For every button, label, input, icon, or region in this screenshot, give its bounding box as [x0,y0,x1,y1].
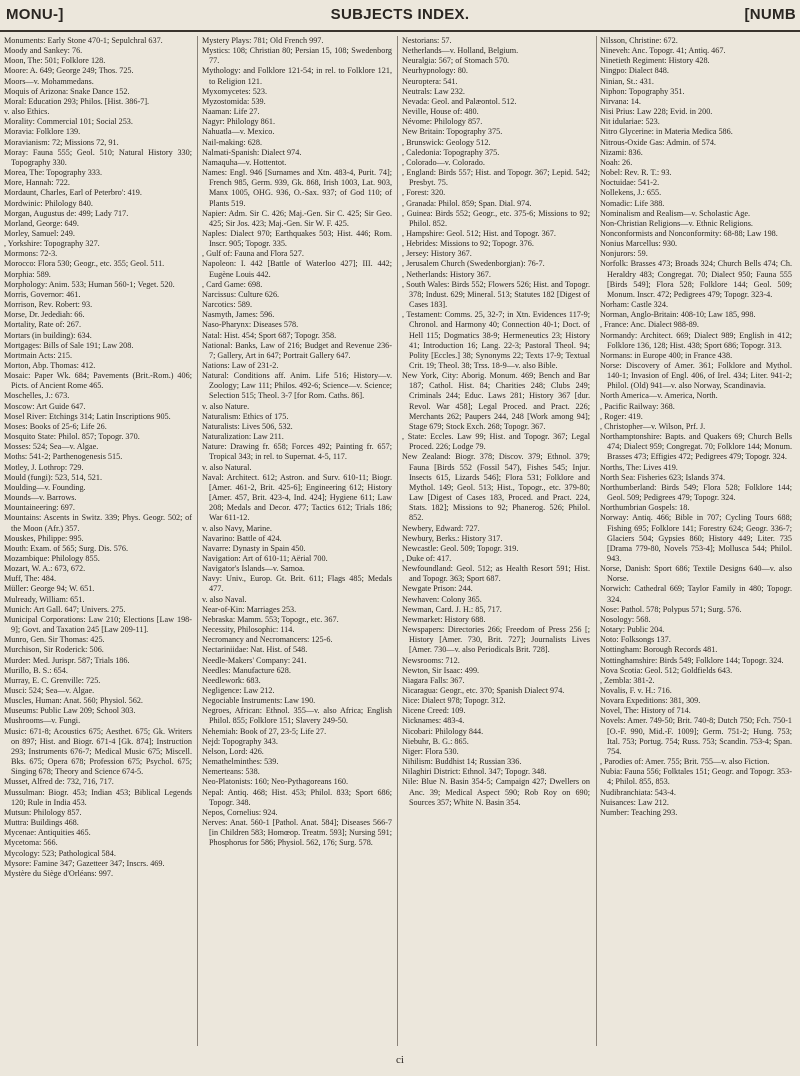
index-entry: Norwich: Cathedral 669; Taylor Family in 480; Topogr. 324. [600,584,792,604]
index-entry: Nit idulariae: 523. [600,117,660,127]
index-entry: Nemathelminthes: 539. [202,757,279,767]
index-entry: Natural: Conditions aff. Anim. Life 516; History—v. Zoology; Law 111; Philos. 492-6; Science—v. Science; Selection 515; Theol. 3-7 [for Rom. Caths. 86]. [202,371,392,401]
index-entry: Needle-Makers' Company: 241. [202,655,307,665]
index-entry: New Britain: Topography 375. [402,127,503,137]
index-entry: Necromancy and Necromancers: 125-6. [202,635,333,645]
column-divider [197,36,198,1046]
index-entry: Non-Christian Religions—v. Ethnic Religions. [600,218,753,228]
index-entry: , England: Birds 557; Hist. and Topogr. 367; Lepid. 542; Presbyt. 75. [402,168,590,188]
index-entry: Niebuhr, B. G.: 865. [402,736,469,746]
column-divider [596,36,597,1046]
index-entry: , South Wales: Birds 552; Flowers 526; Hist. and Topogr. 378; Indust. 629; Mineral. 513; Statutes 182 [Digest of Cases 183]. [402,279,590,310]
index-entry: Mountains: Ascents in Switz. 339; Phys. Geogr. 502; of the Moon (Afr.) 357. [4,513,192,533]
index-entry: Neo-Platonists: 160; Neo-Pythagoreans 160. [202,777,348,787]
index-entry: Nobel: Rev. R. T.: 93. [600,168,672,178]
index-entry: , Yorkshire: Topography 327. [4,239,100,249]
index-entry: Nominalism and Realism—v. Scholastic Age. [600,208,751,218]
index-entry: Northumberland: Birds 549; Flora 528; Folklore 144; Geol. 509; Pedigrees 479; Topogr. 324. [600,482,792,503]
index-entry: Morrison, Rev. Robert: 93. [4,300,93,310]
index-entry: Nottingham: Borough Records 481. [600,645,718,655]
index-entry: Negociable Instruments: Law 190. [202,696,316,706]
index-entry: Noctuidae: 541-2. [600,178,660,188]
index-entry: Moulding—v. Founding. [4,482,86,492]
index-entry: Neuralgia: 567; of Stomach 570. [402,56,510,66]
index-entry: v. also Navy, Marine. [202,523,272,533]
index-entry: Newmarket: History 688. [402,614,486,624]
index-entry: Ninetieth Regiment: History 428. [600,56,710,66]
index-entry: Moody and Sankey: 76. [4,46,83,56]
index-entry: Mordaunt, Charles, Earl of Peterbro': 419. [4,188,142,198]
index-entry: Norman, Anglo-Britain: 408-10; Law 185, 998. [600,310,756,320]
index-entry: Newfoundland: Geol. 512; as Health Resort 591; Hist. and Topogr. 363; Sport 687. [402,564,590,584]
index-entry: More, Hannah: 722. [4,178,70,188]
index-entry: Moscow: Art Guide 647. [4,401,86,411]
index-entry: Navarre: Dynasty in Spain 450. [202,543,306,553]
index-entry: Nations: Law of 231-2. [202,361,279,370]
index-entry: Nosology: 568. [600,614,651,624]
index-entry: Napoleon: I. 442 [Battle of Waterloo 427]; III. 442; Eugène Louis 442. [202,259,392,279]
header-rule [0,30,800,32]
index-entry: , Guinea: Birds 552; Geogr., etc. 375-6; Missions to 92; Philol. 852. [402,208,590,228]
index-entry: Naaman: Life 27. [202,107,260,117]
index-entry: , Testament: Comms. 25, 32-7; in Xtn. Evidences 117-9; Chronol. and Harmony 40; Connection 40-1; Doct. of Hell 115; Dogmatics 38-9; Hermeneutics 23; History 41; Introduction 16; Lang. 22-3; Pastoral Theol. 94; Polity [Eccles.] 38; Synonyms 22; Texts 17-9; Textual Crit. 19; Theol. 38; Trss. 18-9—v. also Bible. [402,310,590,370]
index-entry: Mycenae: Antiquities 465. [4,828,91,838]
index-entry: Nova Scotia: Geol. 512; Goldfields 643. [600,665,733,675]
index-entry: Northumbrian Gospels: 18. [600,503,690,513]
index-entry: Newspapers: Directories 266; Freedom of Press 256 [; History [Amer. 730, Brit. 727]; Journalists Lives [Amer. 730—v. also Periodicals Brit. 728]. [402,625,590,655]
index-entry: Norths, The: Lives 419. [600,462,678,472]
index-entry: Mortality, Rate of: 267. [4,320,82,330]
index-entry: Mosses: 524; Sea—v. Algae. [4,442,99,452]
index-entry: Nonjurors: 59. [600,249,648,259]
index-entry: Newhaven: Colony 365. [402,594,482,604]
index-entry: Novel, The: History of 714. [600,706,691,716]
index-entry: Mythology: and Folklore 121-54; in rel. to Folklore 121, to Religion 121. [202,66,392,86]
index-entry: , State: Eccles. Law 99; Hist. and Topogr. 367; Legal Proced. 226; Lodge 79. [402,432,590,452]
index-entry: Nehemiah: Book of 27, 23-5; Life 27. [202,726,327,736]
index-entry: Norfolk: Brasses 473; Broads 324; Church Bells 474; Ch. Heraldry 483; Congregat. 70; Dialect 950; Fauna 555 [Birds 549]; Flora 528; Folklore 144; Geol. 509; Monum. Inscr. 472; Pedigrees 479; Topogr. 323-4. [600,259,792,299]
index-entry: Nicobari: Philology 844. [402,726,484,736]
index-entry: Needlework: 683. [202,675,261,685]
index-entry: Newman, Card. J. H.: 85, 717. [402,604,502,614]
index-entry: Morley, Samuel: 249. [4,228,75,238]
index-entry: Nihilism: Buddhist 14; Russian 336. [402,757,522,767]
index-column-4 [600,36,792,1046]
index-entry: Nemerteans: 538. [202,767,260,777]
index-entry: Normandy: Architect. 669; Dialect 989; English in 412; Folklore 136, 128; Hist. 438; Sport 686; Topogr. 313. [600,330,792,350]
index-entry: Nirvana: 14. [600,96,641,106]
index-entry: Municipal Corporations: Law 210; Elections [Law 198-9]; Govt. and Taxation 245 [Law 209-11]. [4,614,192,635]
index-entry: Natal: Hist. 454; Sport 687; Topogr. 358. [202,330,337,340]
index-entry: v. also Nature. [202,401,250,411]
index-entry: Nollekens, J.: 655. [600,188,662,198]
index-entry: Noto: Folksongs 137. [600,635,671,645]
index-entry: Number: Teaching 293. [600,807,678,817]
index-entry: Nejd: Topography 343. [202,736,278,746]
index-entry: Mulready, William: 651. [4,594,85,604]
index-entry: Moors—v. Mohammedans. [4,76,94,86]
index-entry: Nepos, Cornelius: 924. [202,807,278,817]
index-entry: Newton, Sir Isaac: 499. [402,665,480,675]
index-entry: Naval: Architect. 612; Astron. and Surv. 610-11; Biogr. [Amer. 461-2, Brit. 425-6]; Engineering 612; History [Amer. 457, Brit. 423-4, Ind. 424]; Hygiene 611; Law 208; Medals and Decor. 477; Tactics 612; Trials 186; War 611-12. [202,472,392,523]
index-entry: Norse: Discovery of Amer. 361; Folklore and Mythol. 140-1; Invasion of Engl. 406, of Irel. 434; Liter. 941-2; Philol. (Old) 941—v. also Norway, Scandinavia. [600,361,792,391]
index-entry: Mycetoma: 566. [4,838,58,848]
index-entry: Nubia: Fauna 556; Folktales 151; Geogr. and Topogr. 353-4; Philol. 855, 853. [600,767,792,787]
index-entry: Morocco: Flora 530; Geogr., etc. 355; Geol. 511. [4,259,165,269]
index-entry: Nitro Glycerine: in Materia Medica 586. [600,127,733,137]
index-entry: Newbury, Berks.: History 317. [402,533,503,543]
index-entry: v. also Natural. [202,462,252,472]
index-entry: Music: 671-8; Acoustics 675; Aesthet. 675; Gk. Writers on 897; Hist. and Biogr. 671-4 [Gk. 874]; Instruction 293; Instruments 676-7; Medical Music 675; Miscell. Bks. 675; Opera 678; Profession 675; Psychol. 675; Singing 678; Theory and Science 674-5. [4,726,192,777]
index-entry: Nagyr: Philology 861. [202,117,276,127]
index-entry: , Gulf of: Fauna and Flora 527. [202,249,304,259]
index-entry: Muttra: Buildings 468. [4,818,79,828]
index-entry: Nevada: Geol. and Palæontol. 512. [402,96,517,106]
index-entry: Niphon: Topography 351. [600,86,685,96]
index-entry: , Hebrides: Missions to 92; Topogr. 376. [402,239,534,249]
index-entry: Morris, Governor: 461. [4,289,81,299]
page-folio: ci [396,1054,404,1066]
index-entry: Navigator's Islands—v. Samoa. [202,564,305,574]
running-header [0,6,800,28]
index-entry: Ninian, St.: 431. [600,76,654,86]
index-entry: Needles: Manufacture 628. [202,665,291,675]
index-entry: Neuroptera: 541. [402,76,458,86]
index-entry: Negroes, African: Ethnol. 355—v. also Africa; English Philol. 855; Folklore 151; Slavery 249-50. [202,706,392,726]
index-entry: Motley, J. Lothrop: 729. [4,462,84,472]
index-entry: Names: Engl. 946 [Surnames and Xtn. 483-4, Purit. 74]; French 985, Germ. 939, Gk. 868, Irish 1003, Lat. 903, Manx 1005, OHG. 936, O.-Sax. 937; of God 110; of Plants 519. [202,168,392,208]
index-entry: Navigation: Art of 610-11; Aërial 700. [202,553,328,563]
index-entry: Naturalism: Ethics of 175. [202,411,289,421]
index-entry: v. also Ethics. [4,107,50,117]
index-entry: Nestorians: 57. [402,36,452,45]
index-entry: Nitrous-Oxide Gas: Admin. of 574. [600,137,716,147]
index-entry: Netherlands—v. Holland, Belgium. [402,46,519,56]
index-entry: Nonius Marcellus: 930. [600,239,678,249]
index-entry: Nature: Drawing fr. 658; Forces 492; Painting fr. 657; Tropical 343; in rel. to Supernat. 4-5, 117. [202,442,392,462]
index-entry: , Jerusalem Church (Swedenborgian): 76-7. [402,259,545,269]
index-entry: Monuments: Early Stone 470-1; Sepulchral 637. [4,36,163,45]
column-divider [397,36,398,1046]
index-entry: Mutsun: Philology 857. [4,807,82,817]
index-entry: , Roger: 419. [600,411,643,421]
index-entry: Mormons: 72-3. [4,249,58,259]
index-entry: Navy: Univ., Europ. Gt. Brit. 611; Flags 485; Medals 477. [202,574,392,594]
index-entry: Mordwinic: Philology 840. [4,198,93,208]
index-entry: Mussulman: Biogr. 453; Indian 453; Biblical Legends 120; Rule in India 453. [4,787,192,807]
index-entry: Namaquha—v. Hottentot. [202,157,287,167]
index-entry: Naturalists: Lives 506, 532. [202,421,293,431]
index-entry: Murchison, Sir Roderick: 506. [4,645,104,655]
index-entry: Naturalization: Law 211. [202,432,284,442]
index-entry: Moravia: Folklore 139. [4,127,81,137]
index-entry: Nisi Prius: Law 228; Evid. in 200. [600,107,713,117]
index-entry: Munich: Art Gall. 647; Univers. 275. [4,604,126,614]
index-entry: Near-of-Kin: Marriages 253. [202,604,297,614]
index-entry: Mosaic: Paper Wk. 684; Pavements (Brit.-Rom.) 406; Picts. of Ancient Rome 465. [4,371,192,391]
index-entry: , Netherlands: History 367. [402,269,491,279]
index-column-1 [4,36,192,1046]
index-entry: Newcastle: Geol. 509; Topogr. 319. [402,543,519,553]
index-entry: Musci: 524; Sea—v. Algae. [4,686,95,695]
index-entry: Nineveh: Anc. Topogr. 41; Antiq. 467. [600,46,726,56]
index-entry: Mouskes, Philippe: 995. [4,533,84,543]
index-entry: Nizami: 836. [600,147,643,157]
index-entry: Nicene Creed: 109. [402,706,466,716]
index-entry: Niger: Flora 530. [402,746,459,756]
index-entry: Nile: Blue N. Basin 354-5; Campaign 427; Dwellers on Anc. 39; Medical Aspect 590; Rob Roy on 690; Sources 357; White N. Basin 354. [402,777,590,807]
index-entry: Murder: Med. Jurispr. 587; Trials 186. [4,655,130,665]
index-entry: North America—v. America, North. [600,391,718,401]
index-entry: , Caledonia: Topography 375. [402,147,500,157]
index-entry: Muff, The: 484. [4,574,57,584]
index-entry: Ningpo: Dialect 848. [600,66,669,76]
index-entry: Nectariniidae: Nat. Hist. of 548. [202,645,308,655]
index-entry: , Hampshire: Geol. 512; Hist. and Topogr. 367. [402,228,556,238]
index-entry: Newsrooms: 712. [402,655,460,665]
index-entry: , Duke of: 417. [402,553,452,563]
index-entry: Newbery, Edward: 727. [402,523,480,533]
index-entry: Mycology: 523; Pathological 584. [4,848,116,858]
index-entry: Murillo, B. S.: 654. [4,665,68,675]
index-entry: Novalis, F. v. H.: 716. [600,686,672,695]
index-entry: v. also Naval. [202,594,247,604]
index-entry: Morphology: Anim. 533; Human 560-1; Veget. 520. [4,279,175,289]
index-entry: Nilaghiri District: Ethnol. 347; Topogr. 348. [402,767,547,777]
index-entry: Nose: Pathol. 578; Polypus 571; Surg. 576. [600,604,742,614]
index-column-2 [202,36,392,1046]
index-entry: Nottinghamshire: Birds 549; Folklore 144; Topogr. 324. [600,655,784,665]
index-entry: Muscles, Human: Anat. 560; Physiol. 562. [4,696,143,706]
index-entry: National: Banks, Law of 216; Budget and Revenue 236-7; Gallery, Art in 647; Portrait Gallery 647. [202,340,392,360]
index-entry: Nelson, Lord: 426. [202,746,264,756]
index-entry: Nepal: Antiq. 468; Hist. 453; Philol. 833; Sport 686; Topogr. 348. [202,787,392,807]
index-entry: Munro, Gen. Sir Thomas: 425. [4,635,105,645]
index-entry: Mounds—v. Barrows. [4,493,77,503]
index-entry: Notary: Public 204. [600,625,665,635]
index-entry: , Parodies of: Amer. 755; Brit. 755—v. also Fiction. [600,757,770,767]
index-entry: , Zembla: 381-2. [600,675,655,685]
index-entry: Moses: Books of 25-6; Life 26. [4,421,107,431]
index-entry: Moschelles, J.: 673. [4,391,70,401]
index-entry: Moray: Fauna 555; Geol. 510; Natural History 330; Topography 330. [4,147,192,167]
index-entry: Nasmyth, James: 596. [202,310,275,320]
index-entry: , Colorado—v. Colorado. [402,157,485,167]
index-entry: , Christopher—v. Wilson, Prf. J. [600,421,706,431]
index-entry: , Card Game: 698. [202,279,263,289]
index-entry: Murray, E. C. Grenville: 725. [4,675,101,685]
index-entry: Musset, Alfred de: 732, 716, 717. [4,777,114,787]
index-entry: Moravianism: 72; Missions 72, 91. [4,137,119,147]
index-entry: Mysore: Famine 347; Gazetteer 347; Inscrs. 469. [4,858,165,868]
index-entry: New York, City: Aborig. Monum. 469; Bench and Bar 187; Cathol. Hist. 84; Charities 248; Clubs 249; Criminals 244; Educ. Laws 281; History 367 [dur. Revol. War 458]; Legal Proced. and Pract. 226; Merchants 262; Paupers 244, 248 [Work among 94]; Stage 679; Stock Exch. 268; Topogr. 367. [402,371,590,431]
index-entry: Noah: 26. [600,157,633,167]
index-entry: Mozart, W. A.: 673, 672. [4,564,86,574]
index-entry: Mould (fungi): 523, 514, 521. [4,472,103,482]
index-entry: Normans: in Europe 400; in France 438. [600,350,733,360]
index-entry: Mortars (in building): 634. [4,330,92,340]
index-entry: , Brunswick: Geology 512. [402,137,491,147]
index-entry: Naso-Pharynx: Diseases 578. [202,320,299,330]
index-entry: Neurhypnology: 80. [402,66,468,76]
index-entry: Nudibranchiata: 543-4. [600,787,676,797]
index-entry: Myxomycetes: 523. [202,86,268,96]
index-entry: Mosquito State: Philol. 857; Topogr. 370. [4,432,140,442]
index-entry: Northamptonshire: Bapts. and Quakers 69; Church Bells 474; Dialect 959; Congregat. 70; Folklore 144; Monum. Brasses 473; Effigies 472; Pedigrees 479; Topogr. 324. [600,432,792,462]
index-entry: Nicknames: 483-4. [402,716,465,726]
index-entry: Nerves: Anat. 560-1 [Pathol. Anat. 584]; Diseases 566-7 [in Children 583; Homœop. Treatm. 593]; Nursing 591; Phosphorus for 586; Physiol. 562, 176; Surg. 578. [202,818,392,848]
index-entry: Mushrooms—v. Fungi. [4,716,81,726]
index-entry: Nail-making: 628. [202,137,263,147]
index-entry: Nice: Dialect 978; Topogr. 312. [402,696,506,706]
index-entry: Mystère du Siège d'Orléans: 997. [4,868,114,878]
index-entry: New Zealand: Biogr. 378; Discov. 379; Ethnol. 379; Fauna [Birds 552 (Fossil 547), Fishes 545; Injur. Insects 615, Lizards 546]; Flora 531; Folklore and Mythol. 149; Geol. 513; Hist., Topogr., etc. 379-80; Law [Digest of Cases 183, Proced. and Pract. 224, Stats. 182]; Missions to 92; Phanerog. 526; Philol. 852. [402,452,590,523]
index-columns [0,36,800,1046]
index-entry: Morea, The: Topography 333. [4,168,103,178]
index-entry: Morland, George: 649. [4,218,79,228]
index-entry: Museums: Public Law 209; School 303. [4,706,136,716]
index-entry: Mortgages: Bills of Sale 191; Law 208. [4,340,134,350]
index-entry: Norse, Danish: Sport 686; Textile Designs 640—v. also Norse. [600,564,792,584]
index-entry: Nebraska: Mamm. 553; Topogr., etc. 367. [202,614,339,624]
index-entry: Morgan, Augustus de: 499; Lady 717. [4,208,129,218]
index-entry: Napier: Adm. Sir C. 426; Maj.-Gen. Sir C. 425; Sir Geo. 425; Sir Jos. 423; Maj.-Gen. Sir W. F. 425. [202,208,392,228]
index-entry: Nomadic: Life 388. [600,198,665,208]
index-entry: Morton, Abp. Thomas: 412. [4,361,96,370]
index-entry: Novels: Amer. 749-50; Brit. 740-8; Dutch 750; Fch. 750-1 [O.-F. 990, Mid.-F. 1009]; Germ. 751-2; Hung. 753; Ital. 753; Portug. 754; Russ. 753; Scandin. 753-4; Span. 754. [600,716,792,756]
index-entry: Névome: Philology 857. [402,117,483,127]
index-entry: Moral: Education 293; Philos. [Hist. 386-7]. [4,96,150,106]
index-entry: Norham: Castle 324. [600,300,668,310]
index-entry: Mortmain Acts: 215. [4,350,72,360]
index-entry: Newgate Prison: 244. [402,584,473,594]
header-range-start: MONU-] [6,6,64,23]
index-entry: Nilsson, Christine: 672. [600,36,678,45]
index-entry: Morphia: 589. [4,269,51,279]
index-entry: Negligence: Law 212. [202,686,275,695]
index-entry: Moore: A. 649; George 249; Thos. 725. [4,66,134,76]
index-entry: Morality: Commercial 101; Social 253. [4,117,133,127]
index-entry: Niagara Falls: 367. [402,675,465,685]
index-entry: Müller: George 94; W. 651. [4,584,95,594]
header-range-end: [NUMB [744,6,796,23]
index-entry: Neville, House of: 480. [402,107,479,117]
index-entry: Necessity, Philosophic: 114. [202,625,295,635]
index-entry: Moon, The: 501; Folklore 128. [4,56,106,66]
index-entry: Narcotics: 589. [202,300,253,310]
index-entry: , Granada: Philol. 859; Span. Dial. 974. [402,198,532,208]
index-entry: Naples: Dialect 970; Earthquakes 503; Hist. 446; Rom. Inscr. 905; Topogr. 335. [202,228,392,249]
index-column-3 [402,36,590,1046]
index-entry: Moths: 541-2; Parthenogenesis 515. [4,452,123,462]
index-entry: Morse, Dr. Jedediah: 66. [4,310,85,320]
index-entry: Narcissus: Culture 626. [202,289,280,299]
index-entry: Myzostomida: 539. [202,96,266,106]
index-entry: Novara Expeditions: 381, 309. [600,696,701,706]
header-title: SUBJECTS INDEX. [330,6,470,23]
index-entry: Nicaragua: Geogr., etc. 370; Spanish Dialect 974. [402,686,565,695]
index-entry: Nahuatla—v. Mexico. [202,127,275,137]
index-entry: Mystics: 108; Christian 80; Persian 15, 108; Swedenborg 77. [202,46,392,66]
index-entry: , Jersey: History 367. [402,249,472,259]
index-entry: Mountaineering: 697. [4,503,75,513]
index-entry: Navarino: Battle of 424. [202,533,282,543]
index-entry: Mystery Plays: 781; Old French 997. [202,36,324,45]
index-entry: Neutrals: Law 232. [402,86,465,96]
index-entry: , Forest: 320. [402,188,446,198]
index-entry: Nalmati-Spanish: Dialect 974. [202,147,302,157]
index-entry: Norway: Antiq. 466; Bible in 707; Cycling Tours 688; Fishing 695; Folklore 141; Forestry 624; Geogr. 336-7; Glaciers 504; Gypsies 860; History 449; Liter. 735 [Drama 779-80, Novels 753-4]; Mollusca 544; Philol. 943. [600,513,792,563]
index-entry: Mozambique: Philology 855. [4,553,100,563]
index-entry: , France: Anc. Dialect 988-89. [600,320,699,330]
index-entry: North Sea: Fisheries 623; Islands 374. [600,472,726,482]
index-entry: Mosel River: Etchings 314; Latin Inscriptions 905. [4,411,171,421]
index-entry: Mouth: Exam. of 565; Surg. Dis. 576. [4,543,129,553]
index-entry: Nonconformists and Nonconformity: 68-88; Law 198. [600,228,778,238]
index-entry: , Pacific Railway: 368. [600,401,675,411]
index-entry: Moquis of Arizona: Snake Dance 152. [4,86,130,96]
index-entry: Nuisances: Law 212. [600,797,669,807]
